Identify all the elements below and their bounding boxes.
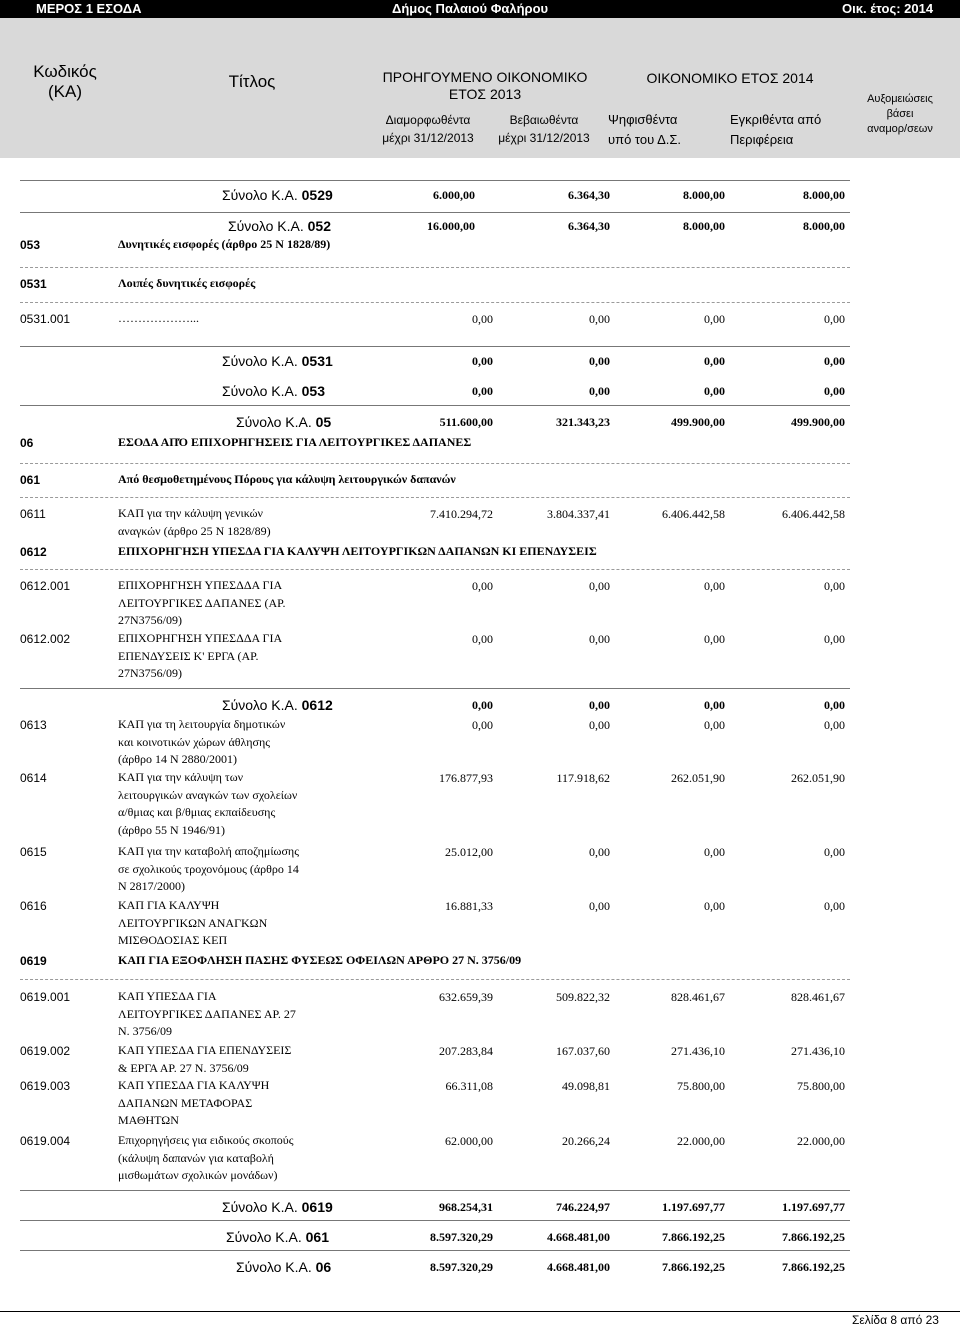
value-cell: 7.866.192,25 — [782, 1260, 845, 1274]
value-cell: 0,00 — [589, 312, 610, 326]
value-cell: 0,00 — [704, 698, 725, 712]
value-cell: 0,00 — [472, 632, 493, 646]
footer-rule — [0, 1311, 960, 1312]
value-cell: 7.410.294,72 — [430, 507, 493, 521]
row-desc: ………………... — [118, 311, 199, 325]
municipality-name: Δήμος Παλαιού Φαλήρου — [392, 1, 549, 16]
row-desc: ΚΑΠ για την κάλυψη των λειτουργικών αναγκών των σχολείων α/θμιας και β/θμιας εκπαίδευσης (άρθρο 55 Ν 1946/91) — [118, 770, 298, 837]
value-cell: 0,00 — [704, 384, 725, 398]
value-cell: 262.051,90 — [791, 771, 845, 785]
row-desc: Δυνητικές εισφορές (άρθρο 25 Ν 1828/89) — [118, 237, 331, 251]
total-052-label: Σύνολο Κ.Α. 052 — [228, 218, 331, 234]
value-cell: 0,00 — [704, 312, 725, 326]
row-desc: ΕΣΟΔΑ ΑΠΌ ΕΠΙΧΟΡΗΓΗΣΕΙΣ ΓΙΑ ΛΕΙΤΟΥΡΓΙΚΕΣ ΔΑΠΑΝΕΣ — [118, 435, 472, 449]
value-cell: 22.000,00 — [677, 1134, 725, 1148]
row-code: 0612 — [20, 545, 47, 559]
row-code: 0612.001 — [20, 579, 71, 593]
value-cell: 4.668.481,00 — [547, 1260, 610, 1274]
value-cell: 0,00 — [472, 698, 493, 712]
total-06-label: Σύνολο Κ.Α. 06 — [236, 1259, 332, 1275]
value-cell: 0,00 — [589, 899, 610, 913]
value-cell: 0,00 — [472, 384, 493, 398]
value-cell: 8.000,00 — [803, 188, 845, 202]
total-0531-label: Σύνολο Κ.Α. 0531 — [222, 353, 333, 369]
value-cell: 0,00 — [704, 354, 725, 368]
separator — [20, 1250, 850, 1251]
value-cell: 0,00 — [472, 718, 493, 732]
row-desc: ΚΑΠ ΓΙΑ ΕΞΟΦΛΗΣΗ ΠΑΣΗΣ ΦΥΣΕΩΣ ΟΦΕΙΛΩΝ ΑΡΘΡΟ 27 Ν. 3756/09 — [118, 953, 522, 967]
value-cell: 75.800,00 — [797, 1079, 845, 1093]
value-cell: 8.000,00 — [683, 188, 725, 202]
value-cell: 0,00 — [589, 579, 610, 593]
value-cell: 8.597.320,29 — [430, 1260, 493, 1274]
value-cell: 20.266,24 — [562, 1134, 610, 1148]
row-desc: ΚΑΠ ΓΙΑ ΚΑΛΥΨΗ ΛΕΙΤΟΥΡΓΙΚΩΝ ΑΝΑΓΚΩΝ ΜΙΣΘΟΔΟΣΙΑΣ ΚΕΠ — [118, 898, 268, 947]
value-cell: 499.900,00 — [671, 415, 725, 429]
header-title: Τίτλος — [228, 72, 276, 91]
row-desc: ΕΠΙΧΟΡΗΓΗΣΗ ΥΠΕΣΔΔΑ ΓΙΑ ΛΕΙΤΟΥΡΓΙΚΕΣ ΔΑΠΑΝΕΣ (ΑΡ. 27Ν3756/09) — [118, 578, 286, 627]
row-desc: ΕΠΙΧΟΡΗΓΗΣΗ ΥΠΕΣΔΔΑ ΓΙΑ ΕΠΕΝΔΥΣΕΙΣ Κ' ΕΡΓΑ (ΑΡ. 27Ν3756/09) — [118, 631, 283, 680]
separator — [20, 569, 850, 570]
value-cell: 117.918,62 — [556, 771, 610, 785]
value-cell: 8.000,00 — [803, 219, 845, 233]
row-code: 0531 — [20, 277, 47, 291]
value-cell: 0,00 — [589, 845, 610, 859]
row-desc: ΚΑΠ για την καταβολή αποζημίωσης σε σχολικούς τροχονόμους (άρθρο 14 Ν 2817/2000) — [118, 844, 299, 893]
separator — [20, 497, 850, 498]
value-cell: 0,00 — [704, 579, 725, 593]
header-prev-confirmed: Βεβαιωθέντα μέχρι 31/12/2013 — [498, 113, 590, 145]
row-code: 061 — [20, 473, 41, 487]
header-adjust: Αυξομειώσεις βάσει αναμορ/σεων — [867, 93, 933, 135]
row-code: 0619.004 — [20, 1134, 71, 1148]
row-code: 0613 — [20, 718, 47, 732]
value-cell: 509.822,32 — [556, 990, 610, 1004]
header-cur-approved: Εγκριθέντα από Περιφέρεια — [730, 112, 822, 147]
value-cell: 1.197.697,77 — [782, 1200, 845, 1214]
total-0529-label: Σύνολο Κ.Α. 0529 — [222, 187, 333, 203]
value-cell: 828.461,67 — [791, 990, 845, 1004]
value-cell: 22.000,00 — [797, 1134, 845, 1148]
value-cell: 16.000,00 — [427, 219, 475, 233]
value-cell: 0,00 — [589, 718, 610, 732]
row-code: 053 — [20, 238, 41, 252]
value-cell: 271.436,10 — [671, 1044, 725, 1058]
value-cell: 828.461,67 — [671, 990, 725, 1004]
separator — [20, 180, 850, 181]
value-cell: 0,00 — [704, 718, 725, 732]
value-cell: 16.881,33 — [445, 899, 493, 913]
row-desc: ΕΠΙΧΟΡΗΓΗΣΗ ΥΠΕΣΔΑ ΓΙΑ ΚΑΛΥΨΗ ΛΕΙΤΟΥΡΓΙΚΩΝ ΔΑΠΑΝΩΝ ΚΙ ΕΠΕΝΔΥΣΕΙΣ — [118, 544, 597, 558]
value-cell: 6.406.442,58 — [782, 507, 845, 521]
row-desc: Λοιπές δυνητικές εισφορές — [118, 276, 256, 290]
value-cell: 262.051,90 — [671, 771, 725, 785]
total-061-label: Σύνολο Κ.Α. 061 — [226, 1229, 329, 1245]
value-cell: 8.000,00 — [683, 219, 725, 233]
row-desc: Επιχορηγήσεις για ειδικούς σκοπούς (κάλυψη δαπανών για καταβολή μισθωμάτων σχολικών μονάδων) — [118, 1133, 294, 1182]
value-cell: 49.098,81 — [562, 1079, 610, 1093]
page-number: Σελίδα 8 από 23 — [852, 1313, 939, 1327]
separator — [20, 405, 850, 406]
value-cell: 0,00 — [824, 899, 845, 913]
value-cell: 0,00 — [824, 698, 845, 712]
value-cell: 7.866.192,25 — [662, 1260, 725, 1274]
value-cell: 7.866.192,25 — [782, 1230, 845, 1244]
row-code: 0619.001 — [20, 990, 71, 1004]
row-code: 0615 — [20, 845, 47, 859]
value-cell: 321.343,23 — [556, 415, 610, 429]
row-desc: ΚΑΠ ΥΠΕΣΔΑ ΓΙΑ ΕΠΕΝΔΥΣΕΙΣ & ΕΡΓΑ ΑΡ. 27 Ν. 3756/09 — [118, 1043, 292, 1075]
value-cell: 0,00 — [589, 384, 610, 398]
value-cell: 0,00 — [824, 579, 845, 593]
table-header — [0, 18, 960, 158]
separator — [20, 979, 850, 980]
value-cell: 968.254,31 — [439, 1200, 493, 1214]
page-footer — [0, 1311, 960, 1329]
top-bar — [0, 0, 960, 18]
value-cell: 75.800,00 — [677, 1079, 725, 1093]
value-cell: 0,00 — [589, 354, 610, 368]
value-cell: 0,00 — [472, 579, 493, 593]
total-053-label: Σύνολο Κ.Α. 053 — [222, 383, 325, 399]
separator — [20, 267, 850, 268]
value-cell: 0,00 — [824, 718, 845, 732]
separator — [20, 346, 850, 347]
value-cell: 0,00 — [589, 632, 610, 646]
separator — [20, 302, 850, 303]
separator — [20, 688, 850, 689]
row-code: 06 — [20, 436, 34, 450]
total-0612-label: Σύνολο Κ.Α. 0612 — [222, 697, 333, 713]
value-cell: 62.000,00 — [445, 1134, 493, 1148]
row-code: 0531.001 — [20, 312, 71, 326]
value-cell: 0,00 — [704, 632, 725, 646]
value-cell: 0,00 — [824, 384, 845, 398]
header-prev-formed: Διαμορφωθέντα μέχρι 31/12/2013 — [382, 113, 474, 145]
value-cell: 176.877,93 — [439, 771, 493, 785]
value-cell: 6.406.442,58 — [662, 507, 725, 521]
row-desc: ΚΑΠ ΥΠΕΣΔΑ ΓΙΑ ΚΑΛΥΨΗ ΔΑΠΑΝΩΝ ΜΕΤΑΦΟΡΑΣ ΜΑΘΗΤΩΝ — [118, 1078, 270, 1127]
value-cell: 0,00 — [704, 899, 725, 913]
section-title: ΜΕΡΟΣ 1 ΕΣΟΔΑ — [36, 1, 142, 16]
value-cell: 271.436,10 — [791, 1044, 845, 1058]
row-code: 0619.003 — [20, 1079, 71, 1093]
value-cell: 511.600,00 — [439, 415, 493, 429]
fiscal-year: Οικ. έτος: 2014 — [842, 1, 934, 16]
value-cell: 0,00 — [824, 632, 845, 646]
header-prev-year: ΠΡΟΗΓΟΥΜΕΝΟ ΟΙΚΟΝΟΜΙΚΟ ΕΤΟΣ 2013 — [382, 69, 588, 102]
value-cell: 499.900,00 — [791, 415, 845, 429]
separator — [20, 463, 850, 464]
value-cell: 25.012,00 — [445, 845, 493, 859]
value-cell: 0,00 — [472, 354, 493, 368]
total-0619-label: Σύνολο Κ.Α. 0619 — [222, 1199, 333, 1215]
header-code: Κωδικός (ΚΑ) — [33, 62, 97, 101]
row-code: 0619 — [20, 954, 47, 968]
value-cell: 207.283,84 — [439, 1044, 493, 1058]
value-cell: 0,00 — [589, 698, 610, 712]
separator — [20, 1220, 850, 1221]
total-05-label: Σύνολο Κ.Α. 05 — [236, 414, 332, 430]
header-cur-voted: Ψηφισθέντα υπό του Δ.Σ. — [608, 112, 682, 147]
value-cell: 4.668.481,00 — [547, 1230, 610, 1244]
value-cell: 3.804.337,41 — [547, 507, 610, 521]
value-cell: 0,00 — [824, 312, 845, 326]
row-code: 0616 — [20, 899, 47, 913]
value-cell: 7.866.192,25 — [662, 1230, 725, 1244]
row-desc: ΚΑΠ ΥΠΕΣΔΑ ΓΙΑ ΛΕΙΤΟΥΡΓΙΚΕΣ ΔΑΠΑΝΕΣ ΑΡ. 27 Ν. 3756/09 — [118, 989, 296, 1038]
value-cell: 632.659,39 — [439, 990, 493, 1004]
value-cell: 0,00 — [472, 312, 493, 326]
value-cell: 0,00 — [704, 845, 725, 859]
separator — [20, 1190, 850, 1191]
row-code: 0619.002 — [20, 1044, 71, 1058]
value-cell: 8.597.320,29 — [430, 1230, 493, 1244]
row-desc: Από θεσμοθετημένους Πόρους για κάλυψη λειτουργικών δαπανών — [118, 472, 456, 486]
value-cell: 6.364,30 — [568, 188, 610, 202]
value-cell: 6.364,30 — [568, 219, 610, 233]
row-desc: ΚΑΠ για την κάλυψη γενικών αναγκών (άρθρο 25 Ν 1828/89) — [118, 506, 271, 538]
row-desc: ΚΑΠ για τη λειτουργία δημοτικών και κοινοτικών χώρων άθλησης (άρθρο 14 Ν 2880/2001) — [118, 717, 286, 766]
row-code: 0612.002 — [20, 632, 71, 646]
value-cell: 1.197.697,77 — [662, 1200, 725, 1214]
separator — [20, 212, 850, 213]
value-cell: 0,00 — [824, 354, 845, 368]
value-cell: 6.000,00 — [433, 188, 475, 202]
value-cell: 746.224,97 — [556, 1200, 610, 1214]
value-cell: 167.037,60 — [556, 1044, 610, 1058]
header-cur-year: ΟΙΚΟΝΟΜΙΚΟ ΕΤΟΣ 2014 — [646, 70, 814, 86]
value-cell: 0,00 — [824, 845, 845, 859]
value-cell: 66.311,08 — [445, 1079, 493, 1093]
row-code: 0611 — [20, 507, 46, 521]
row-code: 0614 — [20, 771, 47, 785]
